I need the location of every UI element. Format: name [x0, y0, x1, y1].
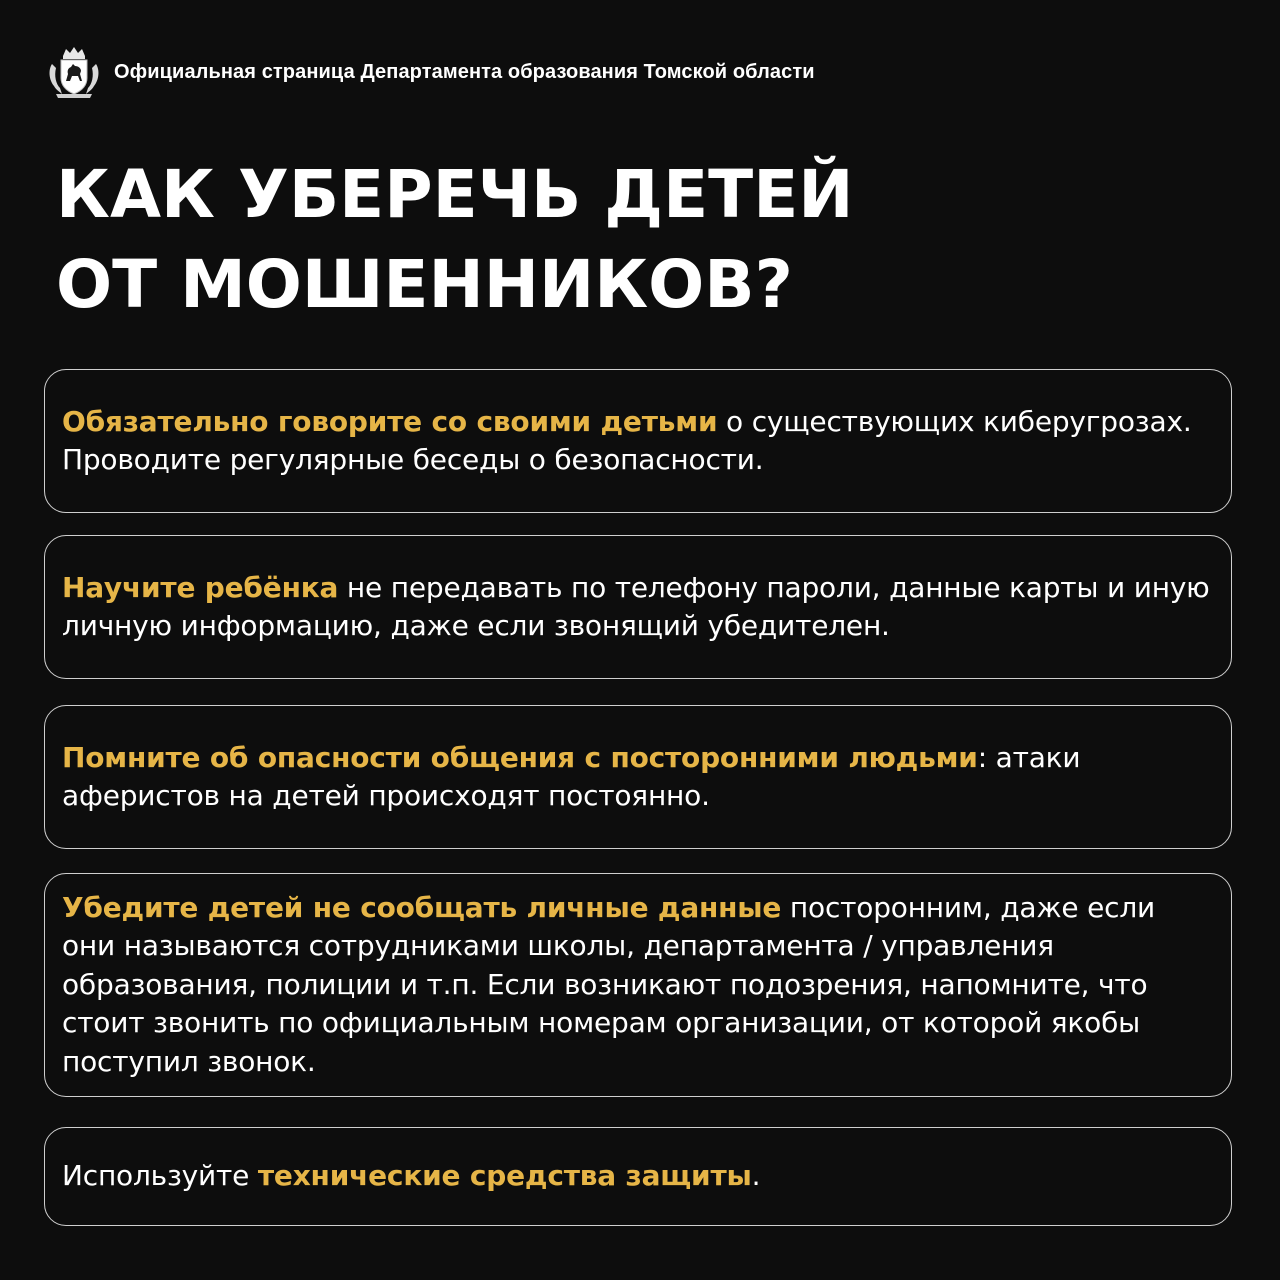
tip-card-3 — [44, 705, 1232, 849]
tip-text — [62, 569, 1213, 646]
tip-text — [62, 889, 1213, 1082]
header-title: Официальная страница Департамента образования Томской области — [114, 60, 815, 83]
tip-highlight: Научите ребёнка — [62, 570, 339, 604]
page-header — [46, 44, 815, 100]
tip-card-5 — [44, 1127, 1232, 1226]
tip-post: . — [751, 1159, 761, 1193]
title-line-1: КАК УБЕРЕЧЬ ДЕТЕЙ — [56, 156, 854, 233]
tip-post: : атаки аферистов на детей происходят постоянно. — [62, 740, 1081, 812]
title-line-2: ОТ МОШЕННИКОВ? — [56, 246, 793, 323]
tip-pre: Используйте — [62, 1159, 258, 1193]
tip-post: о существующих киберугрозах. Проводите регулярные беседы о безопасности. — [62, 404, 1192, 476]
tip-post: не передавать по телефону пароли, данные карты и иную личную информацию, даже если звонящий убедителен. — [62, 570, 1210, 642]
tip-card-4 — [44, 873, 1232, 1097]
tip-card-1 — [44, 369, 1232, 513]
tip-highlight: технические средства защиты — [257, 1159, 752, 1193]
coat-of-arms-icon — [46, 44, 102, 100]
tip-post: посторонним, даже если они называются сотрудниками школы, департамента / управления образования, полиции и т.п. Если возникают подозрения, напомните, что стоит звонить по официальным номерам организации, от которой якобы поступил звонок. — [62, 890, 1156, 1078]
page-title — [56, 150, 854, 330]
tip-highlight: Обязательно говорите со своими детьми — [62, 404, 718, 438]
tip-highlight: Помните об опасности общения с посторонними людьми — [62, 740, 978, 774]
tip-text — [62, 1157, 760, 1196]
tip-text — [62, 739, 1213, 816]
tip-card-2 — [44, 535, 1232, 679]
tip-text — [62, 403, 1213, 480]
tip-highlight: Убедите детей не сообщать личные данные — [62, 890, 782, 924]
